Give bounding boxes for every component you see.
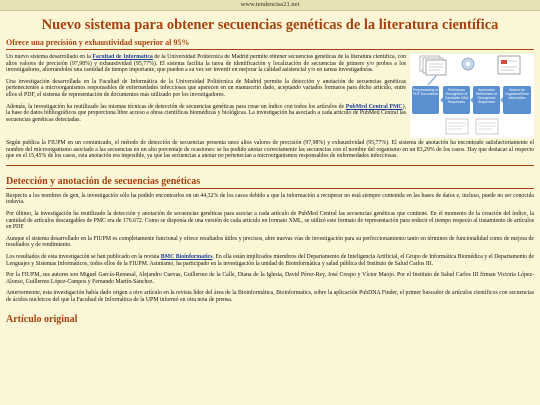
p1-text-a: Un nuevo sistema desarrollado en la (6, 54, 93, 60)
pipeline-figure (410, 54, 534, 138)
section-paragraph-3: Aunque el sistema desarrollado en la FIUPM es completamente funcional y ofrece resultados útiles y precisos, abre nuevas vías de investigación para su perfeccionamiento tanto en términos de funcionalidad como de mejora de resultados y de rendimiento. (6, 235, 534, 249)
refined-sequence-icon (476, 119, 498, 134)
intro-block (6, 54, 534, 140)
section-paragraph-6: Anteriormente, esta investigación había dado origen a otro artículo en la revista líder del área de la Bioinformática, Bioinformatics, sobre la aplicación PubDNA Finder, el primer buscador de artículos científicos con secuencias de ácidos nucleicos del que la Facultad de Informática de la UPM informó en otra nota de prensa. (6, 290, 534, 303)
link-bmc-bioinformatics[interactable]: BMC Bioinformatics (160, 253, 213, 260)
step-label-1: Preprocessing of PDF Documents (412, 88, 439, 96)
section-paragraph-4 (6, 254, 534, 267)
section-paragraph-5: Por la FIUPM, sus autores son Miguel García-Remesal, Alejandro Cuevas, Guillermo de la Calle, Diana de la Iglesia, David Pérez-Rey, José Crespo y Víctor Maojo. Por el Instituto de Salud Carlos III firman Victoria López-Alonso, Guillermo López-Campos y Fernando Martín-Sánchez. (6, 272, 534, 285)
paragraph-4: Según publica la FIUPM en un comunicado, el método de detección de secuencias presenta unos altos valores de precisión (97,98%) y exhaustividad (95,77%). El sistema de anotación ha encontrado satisfactoriamente el nombre del microorganismo asociado a las secuencias en un alto porcentaje de ocasiones: se ha podido anotar correctamente las secuencias con el nombre del organismo en un 83,29% de los casos. Hay que destacar al respecto que en el 15,45% de los casos, esta anotación era imposible, ya que las secuencias a anotar no pertenecían a microorganismos responsables de enfermedades infecciosas. (6, 140, 534, 160)
section-divider-top (6, 165, 534, 166)
p1-text-b: de la Universidad Politécnica de Madrid permite obtener secuencias genéticas de la literatura científica, con altos valores de precisión (97,98%) y exhaustividad (95,77%). El sistema facilita la tarea de identificación y localización de secuencias de primers y/o probes a los investigadores, ahorrándoles una cantidad de tiempo importante, que pueden a su vez ser invertir en mejorar la calidad asistencial y/o en tareas investigadoras. (6, 54, 406, 74)
link-pubmed-central[interactable]: PubMed Central PMC (345, 103, 403, 110)
section-heading: Detección y anotación de secuencias genéticas (6, 175, 201, 187)
original-article-heading: Artículo original (6, 313, 78, 325)
gear-icon (462, 58, 474, 70)
subtitle-divider (6, 49, 534, 50)
step-label-2: Preliminary Recognition of Candidate DNA Sequences (444, 88, 469, 104)
link-facultad[interactable]: Facultad de Informática (92, 54, 153, 60)
section-paragraph-2: Por último, la investigación ha reutilizado la detección y anotación de secuencias genéticas para asociar a cada artículo de PubMed Central las secuencias genéticas que contiene. En el momento de la creación del índice, la cantidad de artículos descargables de PMC era de 176.672. Como se disponía de una versión de cada artículo en formato XML, se utilizó este formato de representación para reducir el tiempo respecto al tratamiento de artículos en PDF. (6, 210, 534, 231)
document-stack-icon (420, 56, 446, 75)
results-document-icon (498, 56, 520, 74)
pipeline-diagram (410, 54, 534, 138)
s4-text-b: . En ella están implicados miembros del Departamento de Inteligencia Artificial, el Grupo de Informática Biomédica y el Departamento de Lenguajes y Sistemas Informáticos, todos ellos de la FIUPM. Asimismo, ha participado en la investigación la unidad de Bioinformática y salud pública del Instituto de Salud Carlos III. (6, 253, 534, 267)
step-label-4: Search for Organism/Gene Information (505, 88, 529, 100)
section-paragraph-1: Respecto a los nombres de gen, la investigación sólo ha podido encontrarlos en un 44,32% de los casos debido a que la información a recuperar no está siempre contenida en las bases de datos e, incluso, puede no ser conocida todavía. (6, 192, 534, 206)
site-header (0, 0, 540, 11)
paragraph-2: Una investigación desarrollada en la Facultad de Informática de la Universidad Politécnica de Madrid permite la detección y anotación de secuencias genéticas pertenecientes a microorganismos responsables de enfermedades infecciosas que aparecen en un manuscrito dado, aceptando variados formatos para dicho artículo, entre ellos el PDF, el sistema de representación de documentos más utilizado por los investigadores. (6, 78, 406, 98)
article-title: Nuevo sistema para obtener secuencias genéticas de la literatura científica (41, 17, 499, 33)
p3-text-a: Además, la investigación ha reutilizado las mismas técnicas de detección de secuencias genéticas para crear un índice con todos los artículos de (6, 103, 346, 110)
article (0, 17, 540, 325)
s4-text-a: Los resultados de esta investigación se han publicado en la revista (6, 253, 161, 260)
site-url[interactable]: www.tendencias21.net (240, 1, 300, 8)
step-label-3: Automated Refinement of Recognized Sequences (475, 88, 498, 104)
article-subtitle: Ofrece una precisión y exhaustividad superior al 95% (6, 38, 190, 47)
sequence-snippet-icon (446, 119, 468, 134)
section-divider (6, 188, 534, 189)
p3-text-b: ), la base de datos bibliográficos que proporciona libre acceso a obras científicas biomédicas y biológicas. La investigación ha asociado a cada artículo de PubMed Central las secuencias genéticas detectadas. (6, 103, 406, 123)
doc-arrow (428, 76, 436, 85)
